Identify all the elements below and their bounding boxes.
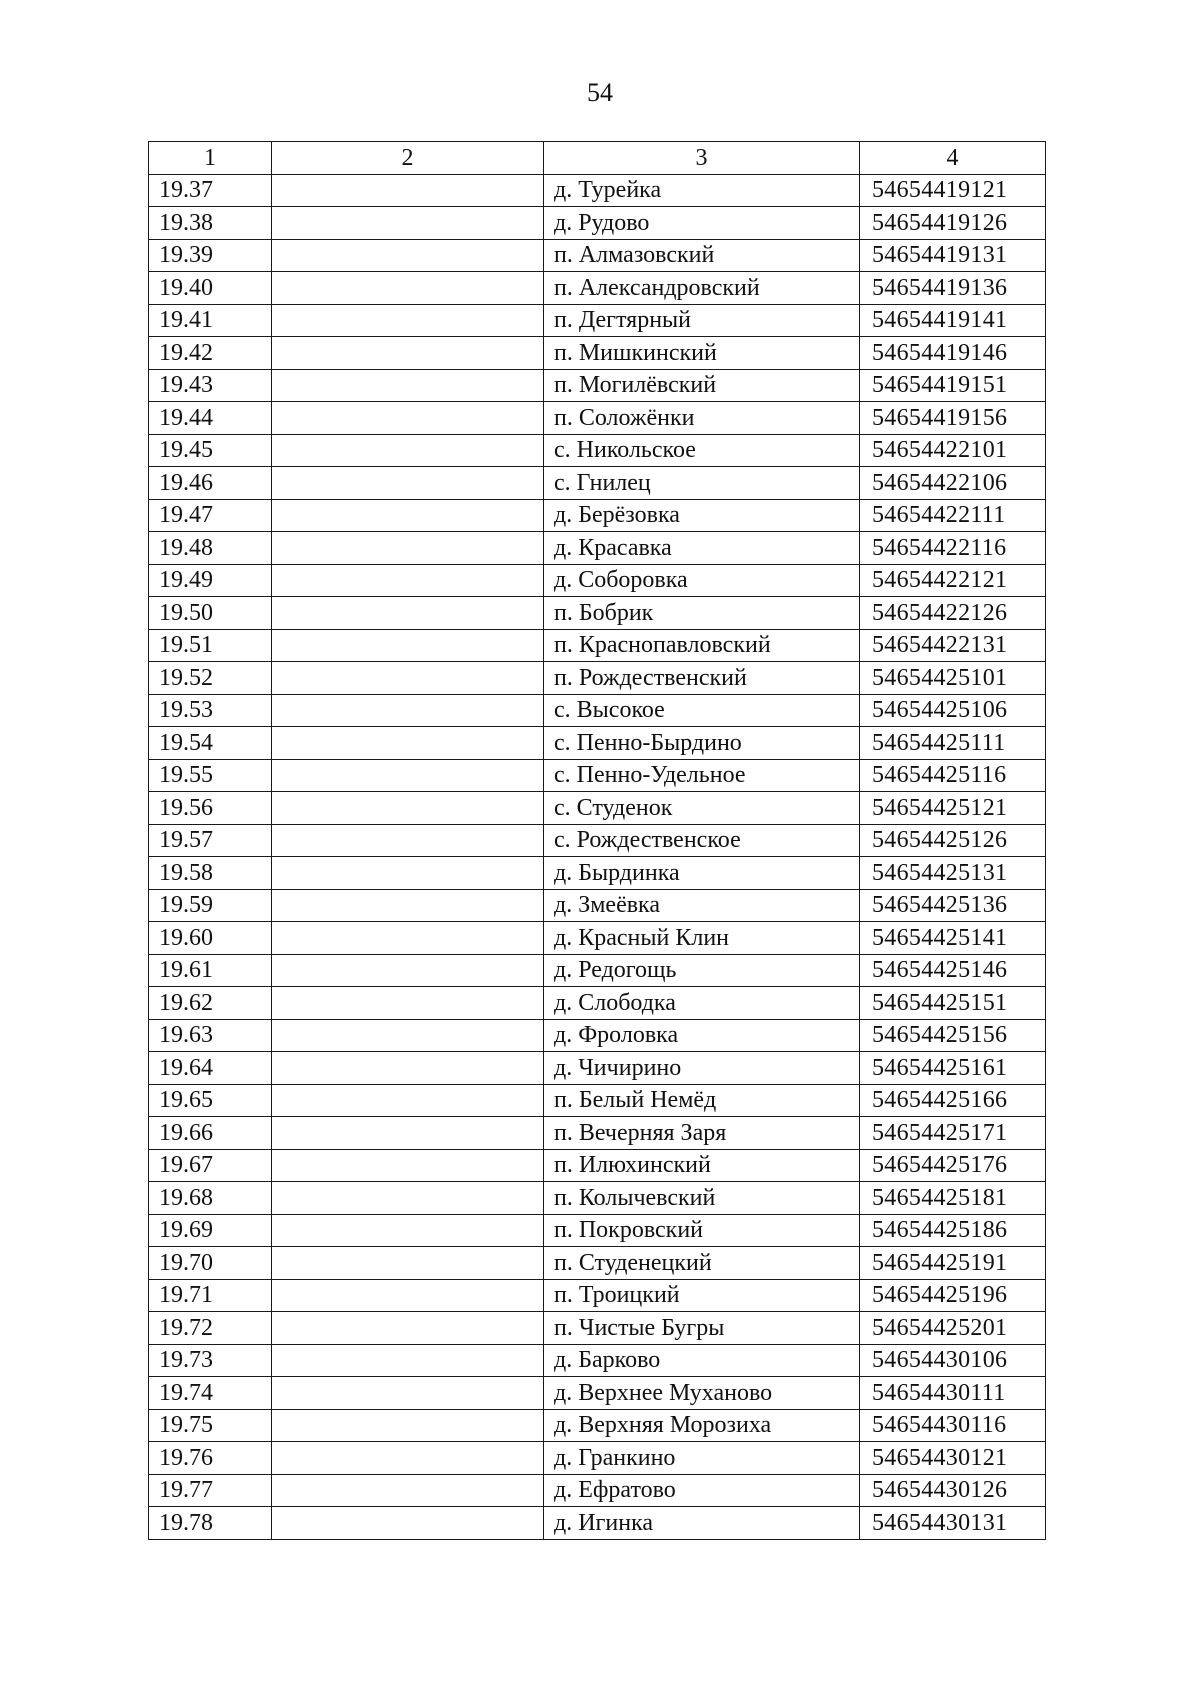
settlement-name-cell: д. Рудово — [544, 207, 860, 240]
settlement-code-cell: 54654425141 — [860, 922, 1046, 955]
table-row — [149, 1084, 1046, 1117]
table-row — [149, 337, 1046, 370]
table-row — [149, 1507, 1046, 1540]
settlement-code-cell: 54654425151 — [860, 987, 1046, 1020]
table-row — [149, 1312, 1046, 1345]
table-row — [149, 1247, 1046, 1280]
settlement-name-cell: п. Могилёвский — [544, 369, 860, 402]
table-row — [149, 1149, 1046, 1182]
settlement-name-cell: п. Колычевский — [544, 1182, 860, 1215]
settlement-name-cell: д. Фроловка — [544, 1019, 860, 1052]
settlement-name-cell: д. Змеёвка — [544, 889, 860, 922]
table-row — [149, 434, 1046, 467]
table-row — [149, 369, 1046, 402]
row-number-cell: 19.78 — [149, 1507, 272, 1540]
settlement-name-cell: п. Чистые Бугры — [544, 1312, 860, 1345]
empty-cell — [272, 954, 544, 987]
settlement-code-cell: 54654425176 — [860, 1149, 1046, 1182]
settlement-code-cell: 54654425186 — [860, 1214, 1046, 1247]
settlement-name-cell: д. Редогощь — [544, 954, 860, 987]
table-row — [149, 694, 1046, 727]
settlement-code-cell: 54654419141 — [860, 304, 1046, 337]
settlement-name-cell: п. Бобрик — [544, 597, 860, 630]
row-number-cell: 19.63 — [149, 1019, 272, 1052]
table-row — [149, 207, 1046, 240]
row-number-cell: 19.59 — [149, 889, 272, 922]
row-number-cell: 19.45 — [149, 434, 272, 467]
settlement-name-cell: п. Краснопавловский — [544, 629, 860, 662]
page-number: 54 — [587, 78, 613, 107]
table-row — [149, 1344, 1046, 1377]
settlement-code-cell: 54654425131 — [860, 857, 1046, 890]
table-row — [149, 1409, 1046, 1442]
table-row — [149, 629, 1046, 662]
table-row — [149, 1019, 1046, 1052]
row-number-cell: 19.44 — [149, 402, 272, 435]
settlement-name-cell: с. Рождественское — [544, 824, 860, 857]
row-number-cell: 19.53 — [149, 694, 272, 727]
row-number-cell: 19.57 — [149, 824, 272, 857]
row-number-cell: 19.70 — [149, 1247, 272, 1280]
settlement-name-cell: с. Гнилец — [544, 467, 860, 500]
settlement-code-cell: 54654419131 — [860, 239, 1046, 272]
row-number-cell: 19.47 — [149, 499, 272, 532]
table-row — [149, 727, 1046, 760]
settlement-name-cell: д. Красный Клин — [544, 922, 860, 955]
row-number-cell: 19.54 — [149, 727, 272, 760]
row-number-cell: 19.67 — [149, 1149, 272, 1182]
settlement-code-cell: 54654422126 — [860, 597, 1046, 630]
table-row — [149, 662, 1046, 695]
empty-cell — [272, 759, 544, 792]
settlement-code-cell: 54654425181 — [860, 1182, 1046, 1215]
settlement-name-cell: д. Чичирино — [544, 1052, 860, 1085]
row-number-cell: 19.40 — [149, 272, 272, 305]
settlement-code-cell: 54654422131 — [860, 629, 1046, 662]
row-number-cell: 19.37 — [149, 174, 272, 207]
table-row — [149, 792, 1046, 825]
settlement-code-cell: 54654425136 — [860, 889, 1046, 922]
empty-cell — [272, 467, 544, 500]
table-row — [149, 889, 1046, 922]
row-number-cell: 19.66 — [149, 1117, 272, 1150]
settlement-name-cell: п. Дегтярный — [544, 304, 860, 337]
settlement-code-cell: 54654422101 — [860, 434, 1046, 467]
empty-cell — [272, 1377, 544, 1410]
table-row — [149, 1442, 1046, 1475]
row-number-cell: 19.39 — [149, 239, 272, 272]
settlement-name-cell: п. Вечерняя Заря — [544, 1117, 860, 1150]
empty-cell — [272, 1247, 544, 1280]
empty-cell — [272, 857, 544, 890]
table-body — [149, 174, 1046, 1539]
column-header-1: 1 — [149, 142, 272, 175]
table-row — [149, 759, 1046, 792]
table-row — [149, 1182, 1046, 1215]
settlement-name-cell: п. Александровский — [544, 272, 860, 305]
row-number-cell: 19.73 — [149, 1344, 272, 1377]
empty-cell — [272, 272, 544, 305]
row-number-cell: 19.43 — [149, 369, 272, 402]
table-row — [149, 954, 1046, 987]
settlement-code-table — [148, 141, 1046, 1540]
column-header-4: 4 — [860, 142, 1046, 175]
settlement-code-cell: 54654430106 — [860, 1344, 1046, 1377]
settlement-code-cell: 54654425156 — [860, 1019, 1046, 1052]
table-row — [149, 1377, 1046, 1410]
settlement-name-cell: д. Ефратово — [544, 1474, 860, 1507]
settlement-name-cell: с. Пенно-Удельное — [544, 759, 860, 792]
empty-cell — [272, 1117, 544, 1150]
settlement-name-cell: п. Покровский — [544, 1214, 860, 1247]
empty-cell — [272, 207, 544, 240]
settlement-name-cell: с. Студенок — [544, 792, 860, 825]
settlement-name-cell: д. Слободка — [544, 987, 860, 1020]
settlement-code-cell: 54654422111 — [860, 499, 1046, 532]
table-row — [149, 532, 1046, 565]
settlement-name-cell: с. Высокое — [544, 694, 860, 727]
settlement-code-cell: 54654425111 — [860, 727, 1046, 760]
row-number-cell: 19.50 — [149, 597, 272, 630]
empty-cell — [272, 1279, 544, 1312]
empty-cell — [272, 1507, 544, 1540]
empty-cell — [272, 1052, 544, 1085]
settlement-code-cell: 54654425116 — [860, 759, 1046, 792]
settlement-code-cell: 54654425121 — [860, 792, 1046, 825]
empty-cell — [272, 824, 544, 857]
empty-cell — [272, 1084, 544, 1117]
empty-cell — [272, 1344, 544, 1377]
empty-cell — [272, 1019, 544, 1052]
table-row — [149, 1214, 1046, 1247]
empty-cell — [272, 1149, 544, 1182]
row-number-cell: 19.56 — [149, 792, 272, 825]
settlement-name-cell: п. Алмазовский — [544, 239, 860, 272]
settlement-name-cell: д. Красавка — [544, 532, 860, 565]
empty-cell — [272, 727, 544, 760]
settlement-name-cell: п. Студенецкий — [544, 1247, 860, 1280]
table-row — [149, 174, 1046, 207]
row-number-cell: 19.48 — [149, 532, 272, 565]
row-number-cell: 19.61 — [149, 954, 272, 987]
settlement-code-cell: 54654425126 — [860, 824, 1046, 857]
row-number-cell: 19.65 — [149, 1084, 272, 1117]
table-row — [149, 824, 1046, 857]
empty-cell — [272, 434, 544, 467]
empty-cell — [272, 564, 544, 597]
settlement-code-cell: 54654425196 — [860, 1279, 1046, 1312]
table-row — [149, 922, 1046, 955]
table-row — [149, 1117, 1046, 1150]
empty-cell — [272, 1312, 544, 1345]
row-number-cell: 19.62 — [149, 987, 272, 1020]
empty-cell — [272, 694, 544, 727]
table-row — [149, 272, 1046, 305]
row-number-cell: 19.49 — [149, 564, 272, 597]
row-number-cell: 19.41 — [149, 304, 272, 337]
table-row — [149, 857, 1046, 890]
settlement-code-cell: 54654419156 — [860, 402, 1046, 435]
settlement-name-cell: д. Соборовка — [544, 564, 860, 597]
settlement-name-cell: с. Пенно-Бырдино — [544, 727, 860, 760]
settlement-code-cell: 54654425106 — [860, 694, 1046, 727]
settlement-code-cell: 54654425146 — [860, 954, 1046, 987]
table-row — [149, 1474, 1046, 1507]
empty-cell — [272, 174, 544, 207]
settlement-name-cell: д. Берёзовка — [544, 499, 860, 532]
row-number-cell: 19.46 — [149, 467, 272, 500]
settlement-code-cell: 54654430121 — [860, 1442, 1046, 1475]
settlement-name-cell: д. Барково — [544, 1344, 860, 1377]
settlement-name-cell: п. Рождественский — [544, 662, 860, 695]
row-number-cell: 19.74 — [149, 1377, 272, 1410]
settlement-name-cell: п. Белый Немёд — [544, 1084, 860, 1117]
settlement-name-cell: с. Никольское — [544, 434, 860, 467]
table-row — [149, 1279, 1046, 1312]
settlement-code-cell: 54654425171 — [860, 1117, 1046, 1150]
row-number-cell: 19.77 — [149, 1474, 272, 1507]
settlement-name-cell: д. Верхнее Муханово — [544, 1377, 860, 1410]
empty-cell — [272, 1409, 544, 1442]
table-row — [149, 597, 1046, 630]
empty-cell — [272, 987, 544, 1020]
empty-cell — [272, 889, 544, 922]
empty-cell — [272, 239, 544, 272]
settlement-name-cell: д. Верхняя Морозиха — [544, 1409, 860, 1442]
settlement-code-cell: 54654419121 — [860, 174, 1046, 207]
settlement-name-cell: д. Игинка — [544, 1507, 860, 1540]
empty-cell — [272, 597, 544, 630]
empty-cell — [272, 369, 544, 402]
column-header-3: 3 — [544, 142, 860, 175]
row-number-cell: 19.76 — [149, 1442, 272, 1475]
empty-cell — [272, 792, 544, 825]
table-row — [149, 499, 1046, 532]
table-row — [149, 402, 1046, 435]
row-number-cell: 19.71 — [149, 1279, 272, 1312]
settlement-code-cell: 54654430116 — [860, 1409, 1046, 1442]
empty-cell — [272, 662, 544, 695]
settlement-name-cell: д. Бырдинка — [544, 857, 860, 890]
settlement-code-cell: 54654425101 — [860, 662, 1046, 695]
settlement-code-cell: 54654422121 — [860, 564, 1046, 597]
row-number-cell: 19.42 — [149, 337, 272, 370]
row-number-cell: 19.69 — [149, 1214, 272, 1247]
empty-cell — [272, 1214, 544, 1247]
table-row — [149, 564, 1046, 597]
header-row — [149, 142, 1046, 175]
table-header — [149, 142, 1046, 175]
empty-cell — [272, 629, 544, 662]
row-number-cell: 19.58 — [149, 857, 272, 890]
settlement-name-cell: п. Троицкий — [544, 1279, 860, 1312]
settlement-code-cell: 54654425191 — [860, 1247, 1046, 1280]
settlement-code-cell: 54654430111 — [860, 1377, 1046, 1410]
settlement-code-cell: 54654422106 — [860, 467, 1046, 500]
settlement-code-cell: 54654425201 — [860, 1312, 1046, 1345]
settlement-code-cell: 54654430126 — [860, 1474, 1046, 1507]
row-number-cell: 19.51 — [149, 629, 272, 662]
settlement-code-cell: 54654425166 — [860, 1084, 1046, 1117]
empty-cell — [272, 1442, 544, 1475]
row-number-cell: 19.55 — [149, 759, 272, 792]
settlement-code-cell: 54654419126 — [860, 207, 1046, 240]
empty-cell — [272, 499, 544, 532]
row-number-cell: 19.68 — [149, 1182, 272, 1215]
settlement-name-cell: д. Гранкино — [544, 1442, 860, 1475]
row-number-cell: 19.60 — [149, 922, 272, 955]
row-number-cell: 19.72 — [149, 1312, 272, 1345]
table-row — [149, 467, 1046, 500]
empty-cell — [272, 304, 544, 337]
settlement-code-cell: 54654425161 — [860, 1052, 1046, 1085]
column-header-2: 2 — [272, 142, 544, 175]
settlement-code-cell: 54654419151 — [860, 369, 1046, 402]
settlement-name-cell: п. Соложёнки — [544, 402, 860, 435]
empty-cell — [272, 1182, 544, 1215]
row-number-cell: 19.75 — [149, 1409, 272, 1442]
settlement-code-cell: 54654419146 — [860, 337, 1046, 370]
settlement-name-cell: д. Турейка — [544, 174, 860, 207]
empty-cell — [272, 402, 544, 435]
empty-cell — [272, 922, 544, 955]
row-number-cell: 19.64 — [149, 1052, 272, 1085]
settlement-code-cell: 54654422116 — [860, 532, 1046, 565]
settlement-code-cell: 54654430131 — [860, 1507, 1046, 1540]
table-row — [149, 304, 1046, 337]
table-row — [149, 987, 1046, 1020]
settlement-code-cell: 54654419136 — [860, 272, 1046, 305]
table-row — [149, 1052, 1046, 1085]
table-row — [149, 239, 1046, 272]
settlement-name-cell: п. Мишкинский — [544, 337, 860, 370]
row-number-cell: 19.52 — [149, 662, 272, 695]
settlement-name-cell: п. Илюхинский — [544, 1149, 860, 1182]
empty-cell — [272, 1474, 544, 1507]
row-number-cell: 19.38 — [149, 207, 272, 240]
empty-cell — [272, 337, 544, 370]
empty-cell — [272, 532, 544, 565]
